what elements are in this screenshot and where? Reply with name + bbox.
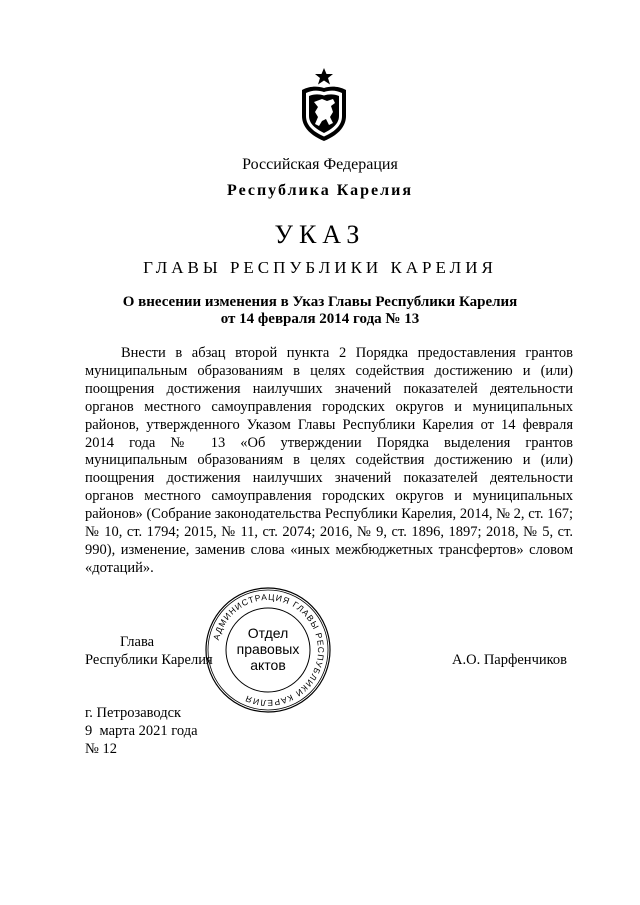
signer-name: А.О. Парфенчиков: [452, 652, 568, 668]
decree-paragraph: Внести в абзац второй пункта 2 Порядка предоставления грантов муниципальным образованиям в целях содействия достижению и (или) поощрения достижения наилучших значений показателей деятельности органов местного самоуправления городских округов и муниципальных районов, утвержденного Указом Главы Республики Карелия от 14 февраля 2014 года № 13 «Об утверждении Порядка выделения грантов муниципальным образованиям в целях содействия достижению и (или) поощрения достижения наилучших значений показателей деятельности органов местного самоуправления городских округов и муниципальных районов» (Собрание законодательства Республики Карелия, 2014, № 2, ст. 167; № 10, ст. 1794; 2015, № 11, ст. 2074; 2016, № 9, ст. 1896, 1897; 2018, № 5, ст. 990), изменение, заменив слова «иных межбюджетных трансфертов» словом «дотаций».: [85, 345, 573, 576]
stamp-ring-text: АДМИНИСТРАЦИЯ ГЛАВЫ РЕСПУБЛИКИ КАРЕЛИЯ: [211, 591, 327, 709]
issuer-title: ГЛАВЫ РЕСПУБЛИКИ КАРЕЛИЯ: [143, 258, 497, 277]
issue-city: г. Петрозаводск: [85, 705, 182, 721]
decree-body: [85, 345, 573, 578]
signer-position-line-1: Глава: [120, 634, 155, 650]
document-subject: [0, 294, 640, 328]
stamp-line-2: правовых: [236, 641, 300, 657]
stamp-line-1: Отдел: [247, 625, 289, 641]
document-type: УКАЗ: [274, 220, 366, 249]
issue-date: 9 марта 2021 года: [85, 723, 198, 739]
stamp-line-3: актов: [250, 657, 286, 673]
official-stamp: [204, 586, 332, 714]
signer-position-line-2: Республики Карелия: [85, 652, 213, 668]
subject-line-2: от 14 февраля 2014 года № 13: [220, 311, 420, 327]
issue-number: № 12: [85, 741, 117, 757]
federation-name: Российская Федерация: [242, 156, 398, 173]
karelia-coat-of-arms-icon: [300, 68, 348, 142]
subject-line-1: О внесении изменения в Указ Главы Республики Карелия: [122, 294, 518, 310]
issue-details: [85, 704, 198, 758]
republic-name: Республика Карелия: [227, 182, 413, 199]
